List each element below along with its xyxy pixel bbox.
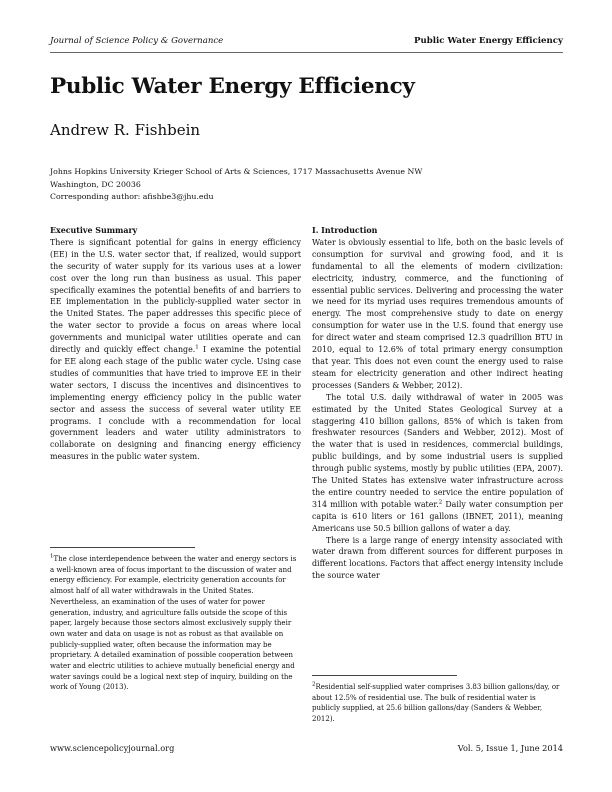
affiliation-block [50, 166, 422, 204]
footnote-1-number: 1 [50, 553, 54, 560]
footnote-2-number: 2 [312, 681, 316, 688]
executive-summary-text [50, 237, 301, 463]
footnote-1 [50, 554, 300, 693]
intro-p2-part-b: Daily water consumption per capita is 610 liters or 161 gallons (IBNET, 2011), meaning Americans use 50.5 billion gallons of water a day. [312, 499, 563, 533]
affiliation-city: Washington, DC 20036 [50, 179, 141, 189]
journal-name: Journal of Science Policy & Governance [50, 36, 224, 46]
footnote-2-text: Residential self-supplied water comprises 3.83 billion gallons/day, or about 12.5% of residential use. The bulk of residential water is publicly supplied, at 25.6 billion gallons/day (Sanders & Webber, 2012). [312, 683, 560, 724]
corresponding-author: Corresponding author: afishbe3@jhu.edu [50, 192, 214, 201]
intro-paragraph-3: There is a large range of energy intensity associated with water drawn from different sources for different purposes in different locations. Factors that affect energy intensity include the source water [312, 535, 563, 581]
footnote-1-text: The close interdependence between the water and energy sectors is a well-known area of focus important to the discussion of water and energy efficiency. For example, electricity generation accounts for almost half of all water withdrawals in the United States. Nevertheless, an examination of the uses of water for power generation, industry, and agriculture falls outside the scope of this paper, largely because those sectors almost exclusively supply their own water and data on usage is not as robust as that available on publicly-supplied water, often because the information may be proprietary. A detailed examination of possible cooperation between water and electric utilities to achieve mutually beneficial energy and water savings could be a logical next step of inquiry, building on the work of Young (2013). [50, 555, 297, 692]
footer-website[interactable]: www.sciencepolicyjournal.org [50, 743, 175, 753]
author-name: Andrew R. Fishbein [50, 121, 201, 139]
introduction-section [312, 225, 563, 582]
intro-p2-part-a: The total U.S. daily withdrawal of water in 2005 was estimated by the United States Geological Survey at a staggering 410 billion gallons, 85% of which is taken from freshwater resources (Sanders and Webber, 2012). Most of the water that is used in residences, commercial buildings, public buildings, and by some industrial users is supplied through public systems, mostly by public utilities (EPA, 2007). The United States has extensive water infrastructure across the entire country needed to service the entire population of 314 million with potable water. [312, 392, 563, 509]
running-title: Public Water Energy Efficiency [414, 36, 563, 46]
footnote-divider-left [50, 547, 195, 548]
executive-summary-section [50, 225, 301, 463]
paper-title: Public Water Energy Efficiency [50, 74, 415, 99]
footnote-divider-right [312, 675, 457, 676]
intro-paragraph-2 [312, 392, 563, 535]
introduction-heading: I. Introduction [312, 226, 378, 235]
footnote-2 [312, 682, 562, 725]
summary-text-part-a: There is significant potential for gains in energy efficiency (EE) in the U.S. water sector that, if realized, would support the security of water supply for its various uses at a lower cost over the long run than business as usual. This paper specifically examines the potential benefits of and barriers to EE implementation in the publicly-supplied water sector in the United States. The paper addresses this specific piece of the water sector to provide a focus on areas where local governments and municipal water utilities operate and can directly and quickly effect change. [50, 237, 301, 355]
footnote-marker-2[interactable]: 2 [438, 499, 443, 506]
intro-paragraph-1: Water is obviously essential to life, both on the basic levels of consumption for survival and growing food, and it is fundamental to all the elements of modern civilization: electricity, industry, commerce, and the functioning of essential public services. Delivering and processing the water we need for its myriad uses requires tremendous amounts of energy. The most comprehensive study to date on energy consumption for water use in the U.S. found that energy use for direct water and steam comprised 12.3 quadrillion BTU in 2010, equal to 12.6% of total primary energy consumption that year. This does not even count the energy used to raise steam for electricity generation and other indirect heating processes (Sanders & Webber, 2012). [312, 237, 563, 390]
header-divider [50, 52, 563, 53]
affiliation-institution: Johns Hopkins University Krieger School of Arts & Sciences, 1717 Massachusetts Avenue NW [50, 167, 423, 176]
executive-summary-heading: Executive Summary [50, 226, 138, 235]
summary-text-part-b: I examine the potential for EE along each stage of the public water cycle. Using case studies of communities that have tried to improve EE in their water sectors, I discuss the incentives and disincentives to implementing energy efficiency policy in the public water sector and assess the success of several water utility EE programs. I conclude with a recommendation for local government leaders and water utility administrators to collaborate on designing and financing energy efficiency measures in the public water system. [50, 345, 301, 462]
footer-issue: Vol. 5, Issue 1, June 2014 [457, 743, 563, 753]
footnote-marker-1[interactable]: 1 [195, 344, 199, 351]
